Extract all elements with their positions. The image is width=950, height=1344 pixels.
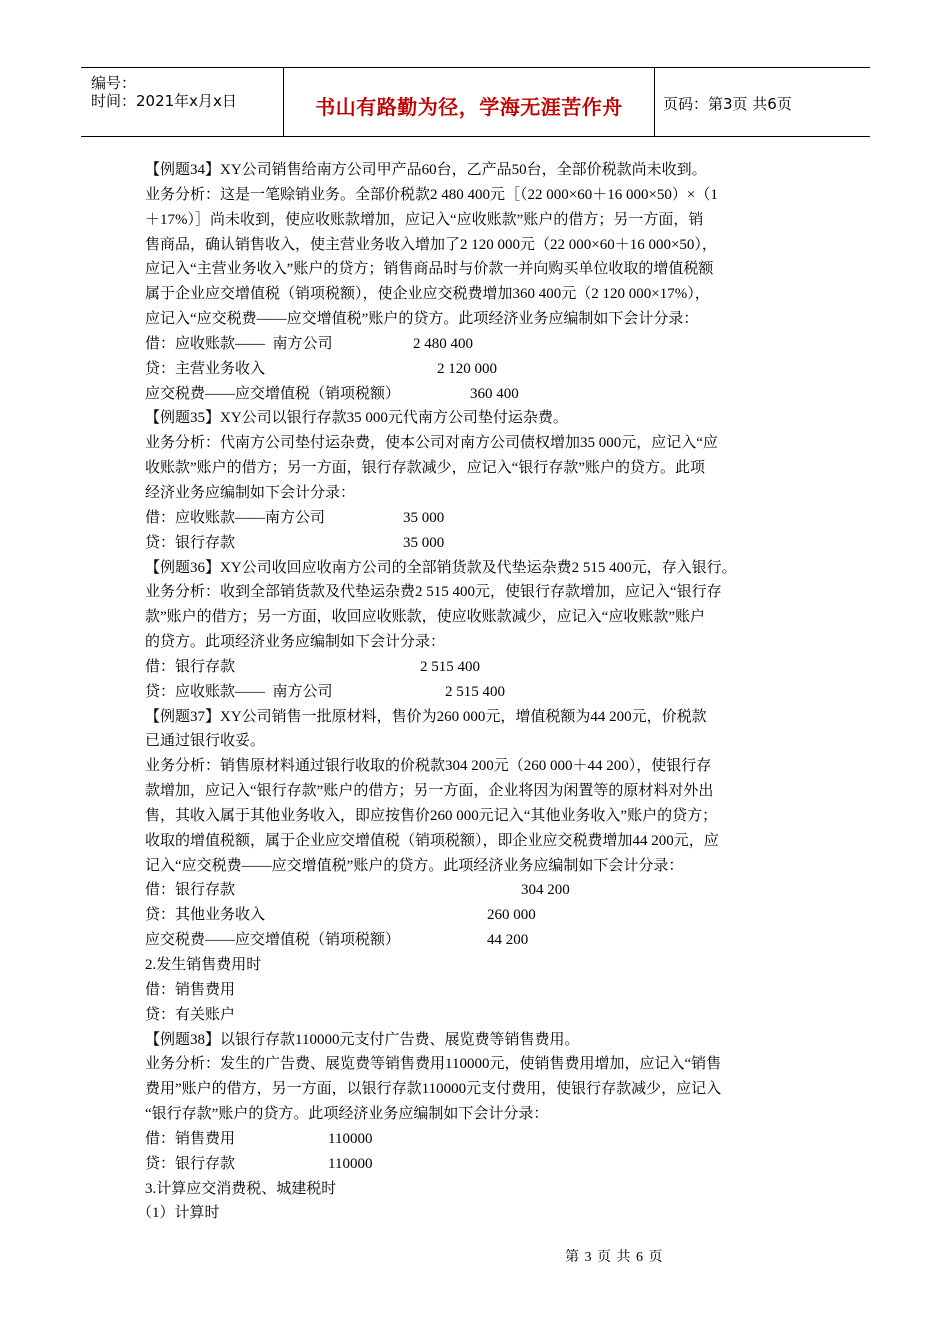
text-line	[145, 307, 815, 332]
header-motto-cell	[284, 68, 655, 136]
line-text: 业务分析：销售原材料通过银行收取的价税款304 200元（260 000＋44 200），使银行存	[145, 758, 712, 775]
entry-amount: 260 000	[487, 907, 536, 924]
text-line	[145, 1102, 815, 1127]
journal-entry-line	[145, 928, 815, 953]
text-line	[145, 1052, 815, 1077]
doc-id-label: 编号：	[91, 74, 137, 92]
entry-amount: 2 120 000	[437, 360, 497, 377]
journal-entry-line	[145, 357, 815, 382]
entry-amount: 44 200	[487, 932, 529, 949]
line-text: 应记入“应交税费——应交增值税”账户的贷方。此项经济业务应编制如下会计分录：	[145, 311, 699, 328]
entry-amount: 304 200	[521, 882, 570, 899]
line-text: 售商品，确认销售收入，使主营业务收入增加了2 120 000元（22 000×60＋16 000×50），	[145, 236, 717, 253]
text-line	[145, 705, 815, 730]
entry-amount: 110000	[328, 1155, 373, 1172]
journal-entry-line	[145, 1127, 815, 1152]
text-line	[145, 556, 815, 581]
line-text: 【例题34】XY公司销售给南方公司甲产品60台，乙产品50台，全部价税款尚未收到。	[145, 162, 707, 178]
journal-entry-line	[145, 1152, 815, 1177]
text-line	[145, 804, 815, 829]
line-text: 的贷方。此项经济业务应编制如下会计分录：	[145, 634, 446, 651]
line-text: 收取的增值税额，属于企业应交增值税（销项税额），即企业应交税费增加44 200元，应	[145, 832, 719, 849]
entry-amount: 360 400	[470, 385, 519, 402]
line-text: 【例题38】以银行存款110000元支付广告费、展览费等销售费用。	[145, 1031, 580, 1048]
header-page-cell	[655, 68, 870, 136]
text-line	[145, 754, 815, 779]
entry-account: 借：销售费用	[145, 1130, 236, 1147]
entry-account: 贷：银行存款	[145, 1155, 236, 1172]
text-line	[145, 630, 815, 655]
line-text: 【例题36】XY公司收回应收南方公司的全部销货款及代垫运杂费2 515 400元，存入银行。	[145, 559, 737, 576]
line-text: 贷：有关账户	[145, 1006, 236, 1023]
line-text: 业务分析：收到全部销货款及代垫运杂费2 515 400元，使银行存款增加，应记入“银行存	[145, 584, 722, 601]
entry-account: 借：应收账款——南方公司	[145, 509, 326, 526]
text-line	[145, 978, 815, 1003]
line-text: 属于企业应交增值税（销项税额），使企业应交税费增加360 400元（2 120 000×17%），	[145, 286, 710, 303]
entry-account: 贷：应收账款—— 南方公司	[145, 683, 333, 700]
entry-account: 应交税费——应交增值税（销项税额）	[145, 385, 401, 402]
text-line	[145, 580, 815, 605]
line-text: 【例题35】XY公司以银行存款35 000元代南方公司垫付运杂费。	[145, 410, 568, 427]
line-text: 已通过银行收妥。	[145, 733, 266, 750]
line-text: 售，其收入属于其他业务收入，即应按售价260 000元记入“其他业务收入”账户的贷方；	[145, 807, 718, 824]
text-line	[145, 158, 815, 183]
header-meta-cell	[81, 68, 284, 136]
text-line	[145, 456, 815, 481]
line-text: 借：销售费用	[145, 981, 236, 998]
entry-amount: 2 515 400	[420, 658, 480, 675]
text-line	[145, 1177, 815, 1202]
line-text: ＋17%）］尚未收到，使应收账款增加，应记入“应收账款”账户的借方；另一方面，销	[145, 211, 704, 228]
text-line	[145, 1003, 815, 1028]
entry-amount: 2 515 400	[445, 683, 505, 700]
text-line	[145, 1028, 815, 1053]
line-text: 经济业务应编制如下会计分录：	[145, 484, 356, 501]
entry-account: 借：银行存款	[145, 658, 236, 675]
entry-account: 贷：其他业务收入	[145, 907, 266, 924]
text-line	[145, 829, 815, 854]
header-page-info: 页码：第3页 共6页	[663, 95, 792, 113]
text-line	[145, 282, 815, 307]
line-text: “银行存款”账户的贷方。此项经济业务应编制如下会计分录：	[145, 1106, 549, 1123]
line-text: 款”账户的借方；另一方面，收回应收账款，使应收账款减少，应记入“应收账款”账户	[145, 609, 705, 626]
line-text: 2.发生销售费用时	[145, 957, 262, 973]
text-line	[145, 481, 815, 506]
entry-account: 借：应收账款—— 南方公司	[145, 335, 333, 352]
journal-entry-line	[145, 382, 815, 407]
entry-amount: 35 000	[403, 509, 445, 526]
line-text: 业务分析：发生的广告费、展览费等销售费用110000元，使销售费用增加，应记入“销售	[145, 1056, 722, 1073]
line-text: 收账款”账户的借方；另一方面，银行存款减少，应记入“银行存款”账户的贷方。此项	[145, 460, 705, 477]
text-line	[145, 953, 815, 978]
header-motto: 书山有路勤为径，学海无涯苦作舟	[315, 95, 623, 119]
line-text: 业务分析：这是一笔赊销业务。全部价税款2 480 400元［（22 000×60＋16 000×50）×（1	[145, 186, 718, 203]
entry-account: 借：银行存款	[145, 882, 236, 899]
text-line	[145, 208, 815, 233]
journal-entry-line	[145, 680, 815, 705]
line-text: 【例题37】XY公司销售一批原材料，售价为260 000元，增值税额为44 200元，价税款	[145, 708, 707, 725]
text-line	[145, 605, 815, 630]
text-line	[145, 406, 815, 431]
page-header	[81, 67, 870, 137]
doc-time-label: 时间：2021年x月x日	[91, 92, 237, 110]
line-text: 款增加，应记入“银行存款”账户的借方；另一方面，企业将因为闲置等的原材料对外出	[145, 783, 714, 800]
entry-amount: 35 000	[403, 534, 445, 551]
journal-entry-line	[145, 878, 815, 903]
entry-amount: 110000	[328, 1130, 373, 1147]
text-line	[145, 257, 815, 282]
document-body	[137, 158, 815, 1226]
journal-entry-line	[145, 506, 815, 531]
text-line	[145, 729, 815, 754]
line-text: 记入“应交税费——应交增值税”账户的贷方。此项经济业务应编制如下会计分录：	[145, 857, 684, 874]
entry-account: 贷：主营业务收入	[145, 360, 266, 377]
line-text: 应记入“主营业务收入”账户的贷方；销售商品时与价款一并向购买单位收取的增值税额	[145, 261, 714, 278]
text-line	[137, 1201, 815, 1226]
text-line	[145, 233, 815, 258]
journal-entry-line	[145, 332, 815, 357]
line-text: 费用”账户的借方，另一方面，以银行存款110000元支付费用，使银行存款减少，应记入	[145, 1081, 722, 1098]
text-line	[145, 854, 815, 879]
line-text: 3.计算应交消费税、城建税时	[145, 1180, 337, 1197]
entry-account: 应交税费——应交增值税（销项税额）	[145, 932, 401, 949]
text-line	[145, 183, 815, 208]
text-line	[145, 1077, 815, 1102]
text-line	[145, 431, 815, 456]
text-line	[145, 779, 815, 804]
line-text: （1）计算时	[137, 1205, 220, 1222]
journal-entry-line	[145, 655, 815, 680]
entry-account: 贷：银行存款	[145, 534, 236, 551]
entry-amount: 2 480 400	[413, 335, 473, 352]
journal-entry-line	[145, 903, 815, 928]
page-footer: 第 3 页 共 6 页	[565, 1250, 664, 1265]
line-text: 业务分析：代南方公司垫付运杂费，使本公司对南方公司债权增加35 000元，应记入“应	[145, 435, 718, 452]
journal-entry-line	[145, 531, 815, 556]
